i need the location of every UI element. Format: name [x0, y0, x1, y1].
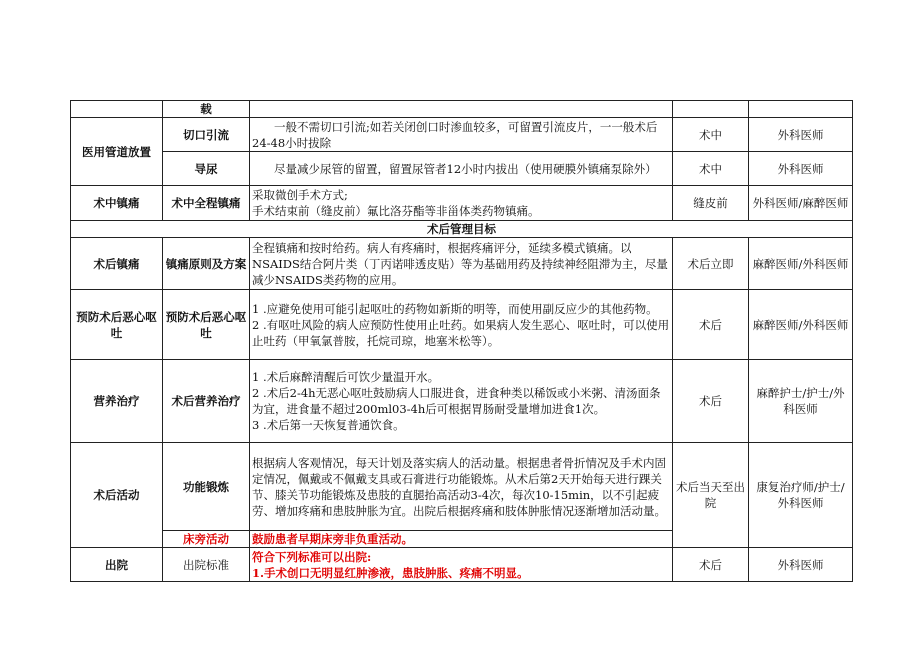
table-row — [71, 118, 853, 152]
table-row — [71, 443, 853, 531]
cell-content: 一般不需切口引流;如若关闭创口时渗血较多，可留置引流皮片，一一般术后24-48小时拔除 — [250, 118, 673, 152]
cell-timing: 术中 — [673, 118, 749, 152]
content-line: 采取微创手术方式; — [252, 188, 348, 202]
cell-sub-item: 术中全程镇痛 — [163, 186, 250, 221]
cell-sub-item: 载 — [163, 101, 250, 118]
table-row — [71, 186, 853, 221]
table-row — [71, 152, 853, 186]
section-heading: 术后管理目标 — [71, 221, 853, 238]
table-row — [71, 238, 853, 290]
cell-timing: 缝皮前 — [673, 186, 749, 221]
cell-responsible: 外科医师 — [749, 118, 853, 152]
cell-responsible: 麻醉医师/外科医师 — [749, 290, 853, 360]
cell-content: 全程镇痛和按时给药。病人有疼痛时，根据疼痛评分，延续多模式镇痛。以NSAIDS结合阿片类（丁丙诺啡透皮贴）等为基础用药及持续神经阻滞为主，尽量减少NSAIDS类药物的应用。 — [250, 238, 673, 290]
cell-category: 预防术后恶心呕吐 — [71, 290, 163, 360]
cell-sub-item: 出院标准 — [163, 548, 250, 582]
cell-content — [250, 360, 673, 443]
clinical-pathway-table — [70, 100, 853, 582]
table-row — [71, 101, 853, 118]
cell-content: 鼓励患者早期床旁非负重活动。 — [250, 531, 673, 548]
cell-responsible: 麻醉护士/护士/外科医师 — [749, 360, 853, 443]
table-row — [71, 548, 853, 582]
cell-empty — [749, 101, 853, 118]
cell-content: 尽量减少尿管的留置，留置尿管者12小时内拔出（使用硬膜外镇痛泵除外） — [250, 152, 673, 186]
cell-timing: 术后 — [673, 360, 749, 443]
content-line: 符合下列标准可以出院: — [252, 549, 372, 564]
cell-sub-item: 导尿 — [163, 152, 250, 186]
cell-timing: 术中 — [673, 152, 749, 186]
cell-responsible: 外科医师 — [749, 152, 853, 186]
content-line: 1.手术创口无明显红肿渗液，患肢肿胀、疼痛不明显。 — [252, 565, 529, 580]
cell-timing: 术后 — [673, 290, 749, 360]
cell-timing: 术后立即 — [673, 238, 749, 290]
cell-responsible: 外科医师 — [749, 548, 853, 582]
cell-content: 根据病人客观情况，每天计划及落实病人的活动量。根据患者骨折情况及手术内固定情况，佩戴或不佩戴支具或石膏进行功能锻炼。从术后第2天开始每天进行踝关节、膝关节功能锻炼及患肢的直腿抬高活动3-4次，每次10-15min，以不引起疲劳、增加疼痛和患肢肿胀为宜。出院后根据疼痛和肢体肿胀情况逐渐增加活动量。 — [250, 443, 673, 531]
cell-category: 医用管道放置 — [71, 118, 163, 186]
cell-content — [250, 186, 673, 221]
cell-empty — [71, 101, 163, 118]
cell-responsible: 康复治疗师/护士/外科医师 — [749, 443, 853, 548]
cell-timing: 术后当天至出院 — [673, 443, 749, 548]
cell-sub-item: 预防术后恶心呕吐 — [163, 290, 250, 360]
cell-responsible: 外科医师/麻醉医师 — [749, 186, 853, 221]
cell-sub-item: 床旁活动 — [163, 531, 250, 548]
content-line: 手术结束前（缝皮前）氟比洛芬酯等非甾体类药物镇痛。 — [252, 204, 540, 218]
cell-category: 术后活动 — [71, 443, 163, 548]
cell-sub-item: 镇痛原则及方案 — [163, 238, 250, 290]
cell-category: 术中镇痛 — [71, 186, 163, 221]
cell-responsible: 麻醉医师/外科医师 — [749, 238, 853, 290]
cell-empty — [673, 101, 749, 118]
content-line: 2 .有呕吐风险的病人应预防性使用止吐药。如果病人发生恶心、呕吐时，可以使用止吐药（甲氧氯普胺，托烷司琼，地塞米松等）。 — [252, 317, 670, 348]
content-line: 1 .术后麻醉清醒后可饮少量温开水。 — [252, 370, 440, 384]
cell-timing: 术后 — [673, 548, 749, 582]
cell-sub-item: 切口引流 — [163, 118, 250, 152]
table-row — [71, 360, 853, 443]
cell-content — [250, 548, 673, 582]
cell-category: 营养治疗 — [71, 360, 163, 443]
cell-empty — [250, 101, 673, 118]
cell-content — [250, 290, 673, 360]
table-row — [71, 290, 853, 360]
cell-category: 术后镇痛 — [71, 238, 163, 290]
cell-category: 出院 — [71, 548, 163, 582]
content-line: 1 .应避免使用可能引起呕吐的药物如新斯的明等，而使用副反应少的其他药物。 — [252, 301, 658, 316]
content-line: 2 .术后2-4h无恶心呕吐鼓励病人口服进食，进食种类以稀饭或小米粥、清汤面条为宜，进食量不超过200ml03-4h后可根据胃肠耐受量增加进食1次。 — [252, 386, 661, 416]
cell-sub-item: 功能锻炼 — [163, 443, 250, 531]
table-row — [71, 221, 853, 238]
content-line: 3 .术后第一天恢复普通饮食。 — [252, 418, 405, 432]
cell-sub-item: 术后营养治疗 — [163, 360, 250, 443]
